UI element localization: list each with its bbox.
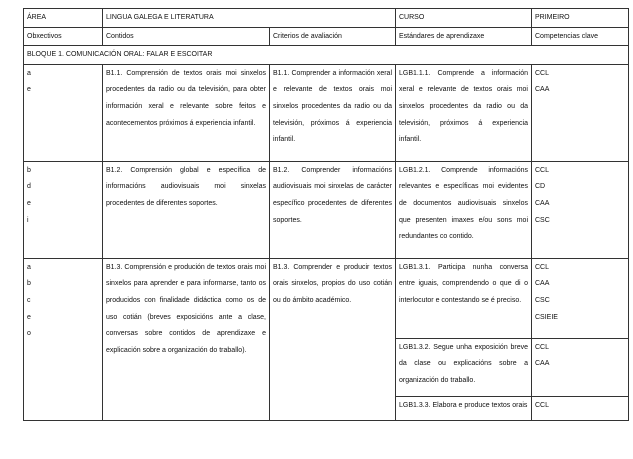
standard-cell: LGB1.1.1. Comprende a información xeral e relevante de textos orais moi sinxelos procedentes da radio ou da televisión, próximos á experiencia infantil. [396,64,532,161]
objective-code: e [27,86,31,94]
content-cell: B1.2. Comprensión global e específica de informacións audiovisuais moi sinxelas procedentes de diferentes soportes. [103,161,270,258]
competences-cell [532,64,629,161]
objectives-cell [24,258,103,420]
competence-code: CCL [535,401,550,409]
objective-code: b [27,166,31,174]
competence-code: CSC [535,216,550,224]
standard-cell: LGB1.3.3. Elabora e produce textos orais [396,396,532,420]
column-criteria: Criterios de avaliación [270,27,396,46]
objective-code: e [27,199,31,207]
objectives-cell [24,161,103,258]
objective-code: a [27,263,31,271]
criterion-cell: B1.1. Comprender a información xeral e relevante de textos orais moi sinxelos procedentes da radio ou da televisión, próximos á experiencia infantil. [270,64,396,161]
content-cell: B1.1. Comprensión de textos orais moi sinxelos procedentes da radio ou da televisión, para obter información xeral e relevante sobre feitos e acontecementos próximos á experiencia infantil. [103,64,270,161]
table-row [24,161,629,258]
competence-code: CCL [535,263,550,271]
area-label: ÁREA [24,9,103,28]
table-row [24,64,629,161]
column-header-row [24,27,629,46]
competences-cell [532,161,629,258]
competence-code: CAA [535,199,550,207]
competence-code: CAA [535,280,550,288]
competence-code: CSC [535,296,550,304]
course-value: PRIMEIRO [532,9,629,28]
column-standards: Estándares de aprendizaxe [396,27,532,46]
competence-code: CSIEIE [535,313,558,321]
competences-cell [532,258,629,338]
objective-code: b [27,280,31,288]
standard-cell: LGB1.3.1. Participa nunha conversa entre iguais, comprendendo o que di o interlocutor e contestando se é preciso. [396,258,532,338]
curriculum-table [23,8,629,421]
competence-code: CCL [535,166,550,174]
competence-code: CCL [535,69,550,77]
criterion-cell: B1.2. Comprender informacións audiovisuais moi sinxelas de carácter específico procedentes de diferentes soportes. [270,161,396,258]
header-row [24,9,629,28]
block-title: BLOQUE 1. COMUNICACIÓN ORAL: FALAR E ESCOITAR [24,46,629,65]
objective-code: i [27,216,29,224]
competence-code: CD [535,183,546,191]
objective-code: c [27,296,31,304]
column-competences: Competencias clave [532,27,629,46]
table-row [24,258,629,338]
criterion-cell: B1.3. Comprender e producir textos orais sinxelos, propios do uso cotián ou do ámbito académico. [270,258,396,420]
objective-code: o [27,330,31,338]
objective-code: e [27,313,31,321]
competences-cell [532,396,629,420]
competence-code: CAA [535,360,550,368]
standard-cell: LGB1.2.1. Comprende informacións relevantes e específicas moi evidentes de documentos audiovisuais sinxelos que presenten imaxes e/ou sons moi redundantes co contido. [396,161,532,258]
competence-code: CAA [535,86,550,94]
competences-cell [532,338,629,396]
subject-name: LINGUA GALEGA E LITERATURA [103,9,396,28]
course-label: CURSO [396,9,532,28]
column-objectives: Obxectivos [24,27,103,46]
column-contents: Contidos [103,27,270,46]
objective-code: a [27,69,31,77]
objective-code: d [27,183,31,191]
standard-cell: LGB1.3.2. Segue unha exposición breve da clase ou explicacións sobre a organización do traballo. [396,338,532,396]
content-cell: B1.3. Comprensión e produción de textos orais moi sinxelos para aprender e para informarse, tanto os producidos con finalidade didáctica como os de uso cotián (breves exposicións ante a clase, conversas sobre contidos de aprendizaxe e explicación sobre a organización do traballo). [103,258,270,420]
competence-code: CCL [535,343,550,351]
objectives-cell [24,64,103,161]
block-title-row [24,46,629,65]
